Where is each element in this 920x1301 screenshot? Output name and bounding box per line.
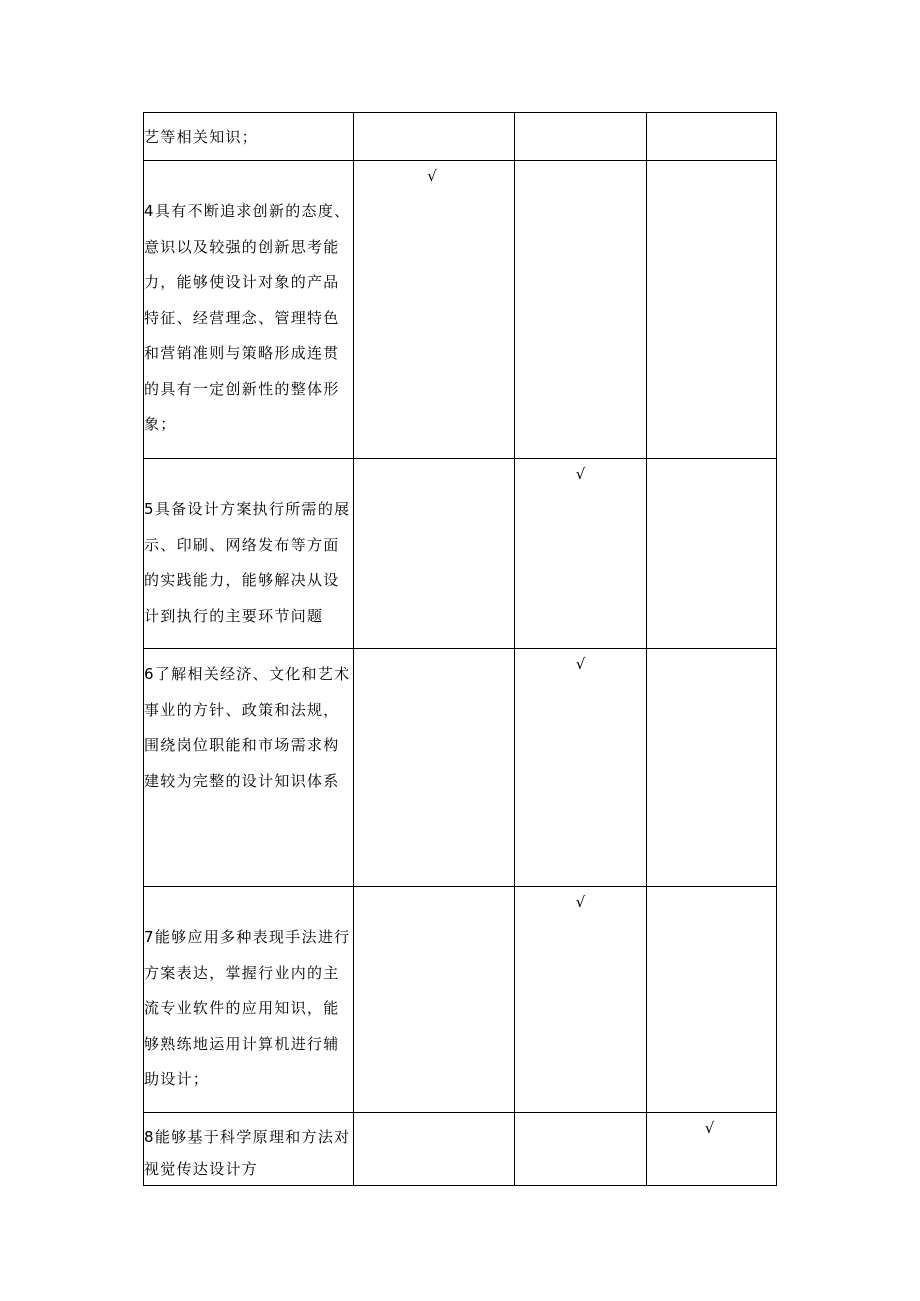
support-mark-cell	[515, 1113, 647, 1186]
requirement-text: 5具备设计方案执行所需的展示、印刷、网络发布等方面的实践能力，能够解决从设计到执行的主要环节问题	[144, 500, 351, 625]
table-row	[144, 113, 777, 161]
requirement-cell	[144, 113, 354, 161]
requirements-matrix-table	[143, 112, 777, 1186]
support-mark-cell	[647, 649, 777, 887]
support-mark-cell	[515, 161, 647, 459]
support-mark-cell	[354, 113, 515, 161]
table-row	[144, 887, 777, 1113]
support-mark-cell	[354, 1113, 515, 1186]
requirement-text: 8能够基于科学原理和方法对视觉传达设计方	[144, 1128, 351, 1178]
requirement-cell	[144, 1113, 354, 1186]
requirement-text: 7能够应用多种表现手法进行方案表达，掌握行业内的主流专业软件的应用知识，能够熟练地运用计算机进行辅助设计；	[144, 928, 351, 1088]
check-mark: √	[575, 655, 586, 673]
requirement-cell	[144, 161, 354, 459]
table-row	[144, 459, 777, 649]
support-mark-cell	[515, 649, 647, 887]
requirement-text: 4具有不断追求创新的态度、意识以及较强的创新思考能力，能够使设计对象的产品特征、经营理念、管理特色和营销准则与策略形成连贯的具有一定创新性的整体形象；	[144, 202, 351, 433]
requirement-text: 6了解相关经济、文化和艺术事业的方针、政策和法规，围绕岗位职能和市场需求构建较为完整的设计知识体系	[144, 665, 351, 790]
check-mark: √	[704, 1119, 715, 1137]
support-mark-cell	[354, 161, 515, 459]
table-row	[144, 649, 777, 887]
support-mark-cell	[647, 113, 777, 161]
support-mark-cell	[647, 161, 777, 459]
requirement-cell	[144, 887, 354, 1113]
requirement-cell	[144, 649, 354, 887]
support-mark-cell	[354, 887, 515, 1113]
support-mark-cell	[647, 887, 777, 1113]
requirement-text: 艺等相关知识；	[144, 128, 259, 146]
support-mark-cell	[515, 459, 647, 649]
check-mark: √	[575, 465, 586, 483]
support-mark-cell	[515, 887, 647, 1113]
table-row	[144, 1113, 777, 1186]
support-mark-cell	[354, 459, 515, 649]
support-mark-cell	[647, 459, 777, 649]
check-mark: √	[427, 167, 437, 185]
support-mark-cell	[515, 113, 647, 161]
check-mark: √	[575, 893, 586, 911]
support-mark-cell	[354, 649, 515, 887]
table-row	[144, 161, 777, 459]
requirement-cell	[144, 459, 354, 649]
support-mark-cell	[647, 1113, 777, 1186]
